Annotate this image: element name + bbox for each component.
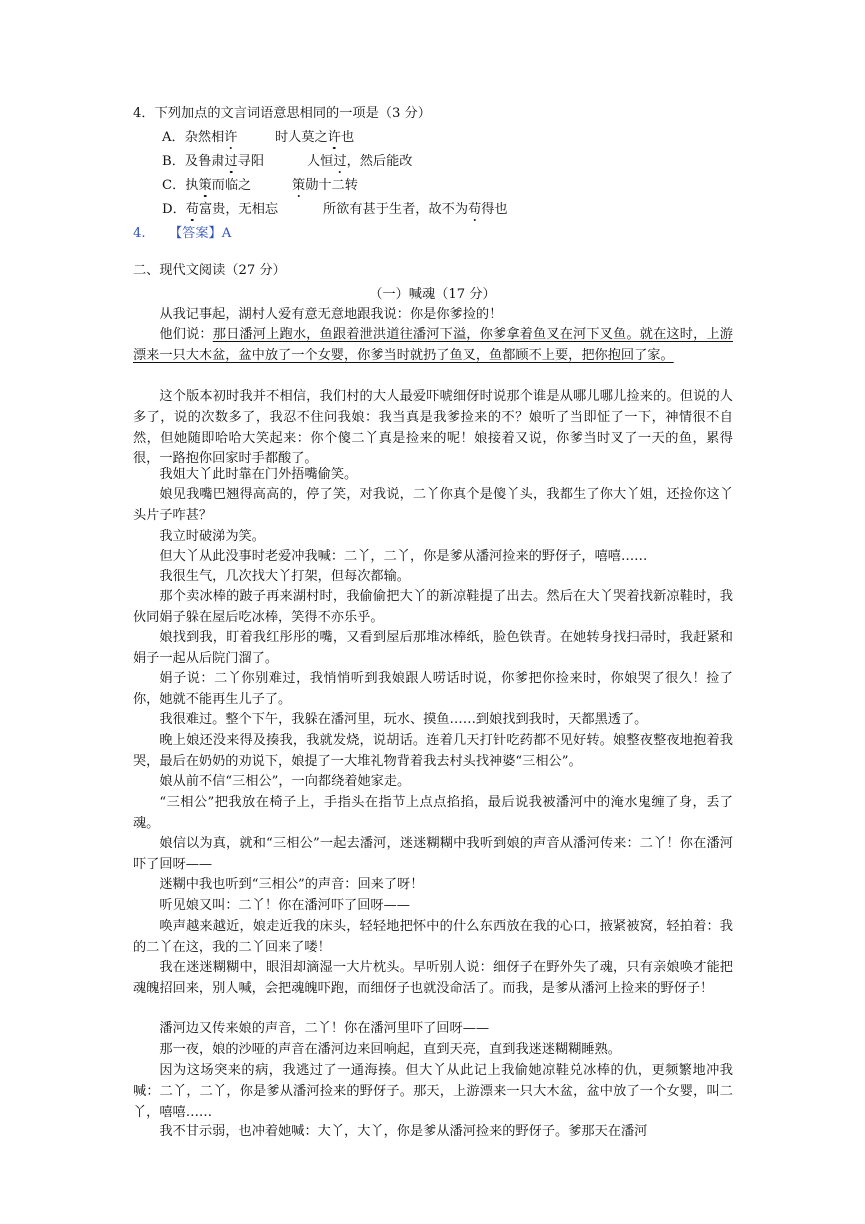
dotted-char: 过 [224, 154, 238, 169]
option-d: D．苟富贵，无相忘 所欲有甚于生者，故不为苟得也 [162, 202, 508, 217]
answer-text: 【答案】A [169, 226, 232, 241]
underlined-paragraph: 他们说：那日潘河上跑水，鱼跟着泄洪道往潘河下溢，你爹拿着鱼叉在河下叉鱼。就在这时，上游漂来一只大木盆，盆中放了一个女婴，你爹当时就扔了鱼叉，鱼都顾不上要，把你抱回了家。 [133, 327, 733, 363]
section-title: 二、现代文阅读（27 分） [133, 263, 286, 278]
paragraph: 从我记事起，湖村人爱有意无意地跟我说：你是你爹捡的！ [159, 307, 503, 322]
paragraph: 我在迷迷糊糊中，眼泪却滴湿一大片枕头。早听别人说：细伢子在野外失了魂，只有亲娘唤才能把魂魄招回来，别人喊，会把魂魄吓跑，而细伢子也就没命活了。而我，是爹从潘河上捡来的野伢子！ [133, 960, 733, 996]
dotted-char: 许 [327, 130, 341, 145]
paragraph: 听见娘又叫：二丫！你在潘河吓了回呀—— [159, 898, 410, 913]
paragraph: 我立时破涕为笑。 [159, 529, 265, 544]
dotted-char: 策 [198, 178, 212, 193]
paragraph: 潘河边又传来娘的声音，二丫！你在潘河里吓了回呀—— [159, 1021, 490, 1036]
paragraph: 但大丫从此没事时老爱冲我喊：二丫，二丫，你是爹从潘河捡来的野伢子，嘻嘻…… [159, 549, 648, 564]
dotted-char: 苟 [185, 202, 199, 217]
dotted-char: 苟 [468, 202, 482, 217]
paragraph: 娘找到我，盯着我红彤彤的嘴，又看到屋后那堆冰棒纸，脸色铁青。在她转身找扫帚时，我赶紧和娟子一起从后院门溜了。 [133, 630, 733, 666]
paragraph: 唤声越来越近，娘走近我的床头，轻轻地把怀中的什么东西放在我的心口，掖紧被窝，轻拍着：我的二丫在这，我的二丫回来了喽！ [133, 919, 733, 955]
paragraph: 我很生气，几次找大丫打架，但每次都输。 [159, 569, 410, 584]
paragraph: 那个卖冰棒的跛子再来湖村时，我偷偷把大丫的新凉鞋提了出去。然后在大丫哭着找新凉鞋时，我伙同娟子躲在屋后吃冰棒，笑得不亦乐乎。 [133, 589, 733, 625]
question-4-title: 4．下列加点的文言词语意思相同的一项是（3 分） [133, 106, 431, 121]
paragraph: 娟子说：二丫你别难过，我悄悄听到我娘跟人唠话时说，你爹把你捡来时，你娘哭了很久！捡了你，她就不能再生儿子了。 [133, 671, 733, 707]
paragraph: 那一夜，娘的沙哑的声音在潘河边来回响起，直到天亮，直到我迷迷糊糊睡熟。 [159, 1042, 621, 1057]
paragraph: 我不甘示弱，也冲着她喊：大丫，大丫，你是爹从潘河捡来的野伢子。爹那天在潘河 [159, 1124, 648, 1139]
option-a: A．杂然相许 时人莫之许也 [162, 130, 355, 145]
paragraph: 娘从前不信“三相公”，一向都绕着她家走。 [159, 774, 411, 789]
underlined-text: 那日潘河上跑水，鱼跟着泄洪道往潘河下溢，你爹拿着鱼叉在河下叉鱼。就在这时，上游漂来一只大木盆，盆中放了一个女婴，你爹当时就扔了鱼叉，鱼都顾不上要，把你抱回了家。 [133, 327, 733, 363]
option-c: C．执策而临之 策勋十二转 [162, 178, 358, 193]
paragraph: 迷糊中我也听到“三相公”的声音：回来了呀！ [159, 877, 424, 892]
paragraph: 因为这场突来的病，我逃过了一通海揍。但大丫从此记上我偷她凉鞋兑冰棒的仇，更频繁地冲我喊：二丫，二丫，你是爹从潘河捡来的野伢子。那天，上游漂来一只大木盆，盆中放了一个女婴，叫二丫，嘻嘻…… [133, 1063, 733, 1120]
dotted-char: 许 [224, 130, 238, 145]
answer-line [133, 224, 231, 244]
paragraph: 我姐大丫此时靠在门外捂嘴偷笑。 [159, 467, 358, 482]
dotted-char: 过 [333, 154, 347, 169]
subsection-title: （一）喊魂（17 分） [369, 287, 496, 302]
paragraph: 娘见我嘴巴翘得高高的，停了笑，对我说，二丫你真个是傻丫头，我都生了你大丫姐，还捡你这丫头片子咋甚？ [133, 487, 733, 523]
paragraph: 我很难过。整个下午，我躲在潘河里，玩水、摸鱼……到娘找到我时，天都黑透了。 [159, 712, 648, 727]
paragraph: 娘信以为真，就和“三相公”一起去潘河，迷迷糊糊中我听到娘的声音从潘河传来：二丫！你在潘河吓了回呀—— [133, 836, 733, 872]
answer-number: 4. [133, 226, 146, 241]
paragraph: 这个版本初时我并不相信，我们村的大人最爱吓唬细伢时说那个谁是从哪儿哪儿捡来的。但说的人多了，说的次数多了，我忍不住问我娘：我当真是我爹捡来的不？娘听了当即怔了一下，神情很不自然，但她随即哈哈大笑起来：你个傻二丫真是捡来的呢！娘接着又说，你爹当时叉了一天的鱼，累得很，一路抱你回家时手都酸了。 [133, 389, 733, 467]
paragraph: 晚上娘还没来得及揍我，我就发烧，说胡话。连着几天打针吃药都不见好转。娘整夜整夜地抱着我哭，最后在奶奶的劝说下，娘提了一大堆礼物背着我去村头找神婆“三相公”。 [133, 733, 733, 769]
dotted-char: 策 [292, 178, 306, 193]
option-b: B．及鲁肃过寻阳 人恒过，然后能改 [162, 154, 413, 169]
paragraph: “三相公”把我放在椅子上，手指头在指节上点点掐掐，最后说我被潘河中的淹水鬼缠了身，丢了魂。 [133, 795, 733, 831]
